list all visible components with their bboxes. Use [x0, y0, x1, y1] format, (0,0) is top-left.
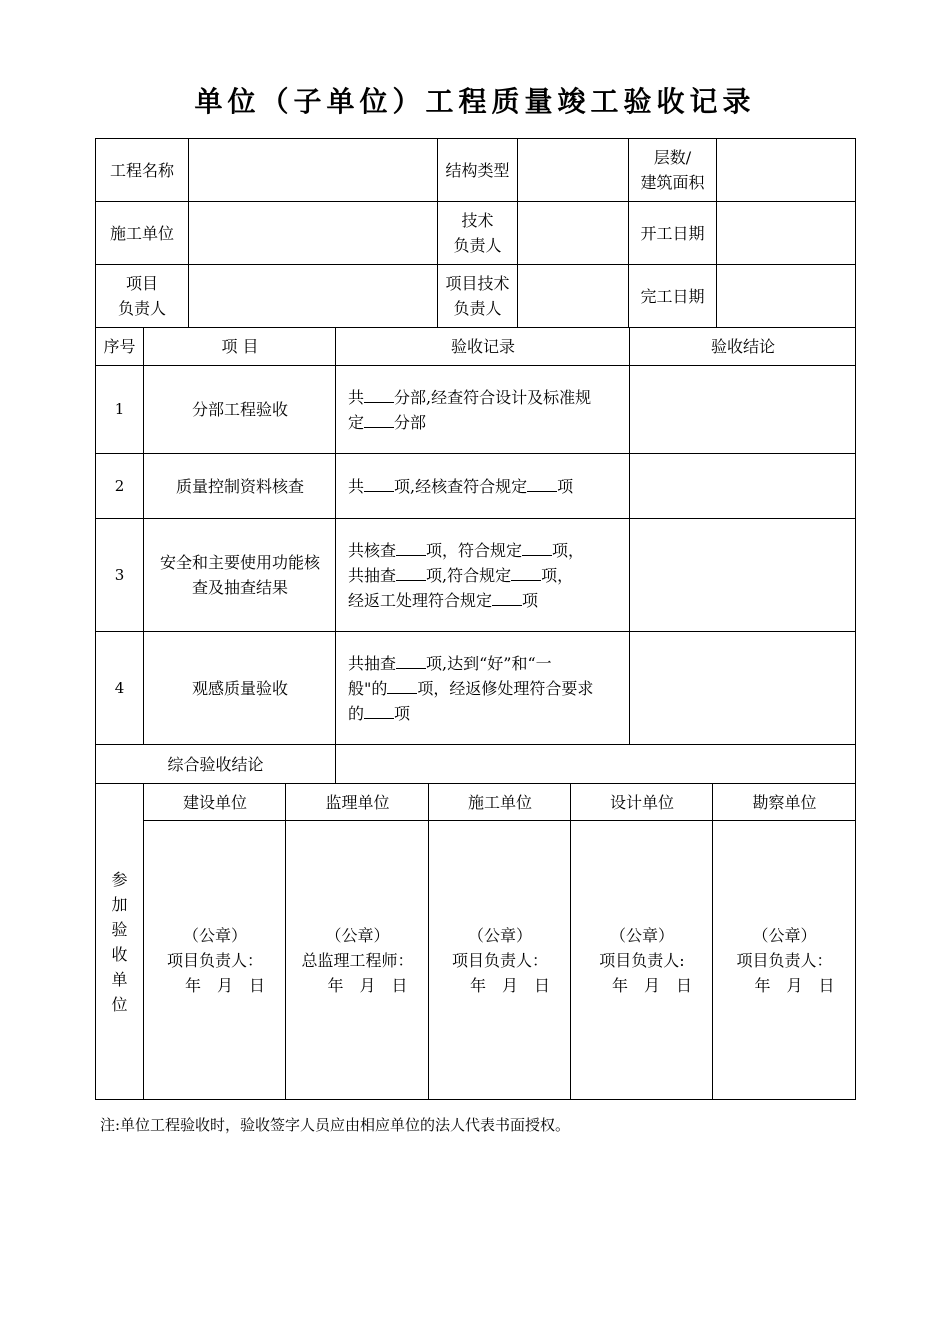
blank-field[interactable]: [396, 539, 426, 556]
signature-cell-supervisor[interactable]: （公章） 总监理工程师： 年 月 日: [301, 926, 414, 995]
blank-field[interactable]: [364, 411, 394, 428]
row-3-record: 共核查 项，符合规定 项， 共抽查 项,符合规定 项， 经返工处理符合规定 项: [348, 540, 585, 610]
structure-type-field[interactable]: [518, 138, 628, 202]
signature-cell-contractor[interactable]: （公章） 项目负责人： 年 月 日: [451, 926, 550, 995]
row-4-no: 4: [114, 678, 125, 697]
row-4-record: 共抽查 项,达到“好”和“一 般"的 项，经返修处理符合要求 的 项: [348, 653, 594, 723]
participants-label: 参 加 验 收 单 位: [111, 869, 128, 1014]
header-no: 序号: [103, 337, 136, 356]
project-tech-lead-label: 项目技术 负责人: [445, 274, 510, 318]
row-2-conclusion[interactable]: [630, 453, 856, 519]
blank-field[interactable]: [387, 677, 417, 694]
row-2-record: 共 项,经核查符合规定 项: [348, 476, 574, 496]
signature-cell-surveyor[interactable]: （公章） 项目负责人： 年 月 日: [736, 926, 835, 995]
header-record: 验收记录: [450, 337, 515, 356]
signature-cell-designer[interactable]: （公章） 项目负责人: 年 月 日: [599, 926, 692, 995]
project-lead-field[interactable]: [189, 264, 437, 328]
unit-header-designer: 设计单位: [609, 792, 674, 812]
project-lead-label: 项目 负责人: [117, 274, 166, 318]
header-item: 项 目: [221, 337, 259, 356]
row-1-no: 1: [114, 400, 125, 418]
row-4-item: 观感质量验收: [191, 678, 288, 698]
start-date-field[interactable]: [717, 201, 856, 265]
page-title: 单位（子单位）工程质量竣工验收记录: [194, 85, 756, 118]
tech-lead-label: 技术 负责人: [453, 211, 502, 255]
project-name-field[interactable]: [189, 138, 437, 202]
row-1-item: 分部工程验收: [191, 400, 288, 419]
header-conclusion: 验收结论: [710, 337, 775, 356]
floors-area-field[interactable]: [717, 138, 856, 202]
footnote: 注:单位工程验收时，验收签字人员应由相应单位的法人代表书面授权。: [100, 1116, 571, 1134]
row-3-conclusion[interactable]: [630, 518, 856, 632]
row-4-conclusion[interactable]: [630, 631, 856, 745]
structure-type-label: 结构类型: [445, 160, 510, 180]
blank-field[interactable]: [522, 539, 552, 556]
row-1-conclusion[interactable]: [630, 365, 856, 454]
row-3-no: 3: [114, 565, 125, 584]
construction-unit-field[interactable]: [189, 201, 437, 265]
blank-field[interactable]: [396, 652, 426, 669]
completion-date-field[interactable]: [717, 264, 856, 328]
blank-field[interactable]: [364, 475, 394, 492]
summary-field[interactable]: [336, 744, 856, 784]
construction-unit-label: 施工单位: [109, 223, 174, 243]
floors-area-label: 层数/ 建筑面积: [640, 148, 705, 192]
start-date-label: 开工日期: [640, 223, 705, 243]
project-tech-lead-field[interactable]: [518, 264, 628, 328]
blank-field[interactable]: [527, 475, 557, 492]
row-2-no: 2: [114, 476, 125, 495]
blank-field[interactable]: [511, 564, 541, 581]
tech-lead-field[interactable]: [518, 201, 628, 265]
row-3-item: 安全和主要使用功能核 查及抽查结果: [159, 553, 320, 597]
project-name-label: 工程名称: [109, 160, 174, 180]
row-2-item: 质量控制资料核查: [175, 476, 304, 496]
summary-label: 综合验收结论: [167, 754, 264, 774]
unit-header-contractor: 施工单位: [467, 792, 532, 812]
blank-field[interactable]: [364, 702, 394, 719]
unit-header-supervisor: 监理单位: [325, 792, 390, 812]
row-1-record: 共 分部,经查符合设计及标准规 定 分部: [348, 387, 592, 432]
blank-field[interactable]: [396, 564, 426, 581]
blank-field[interactable]: [492, 589, 522, 606]
completion-date-label: 完工日期: [640, 286, 705, 306]
unit-header-surveyor: 勘察单位: [752, 792, 817, 812]
unit-header-client: 建设单位: [182, 792, 247, 812]
signature-cell-client[interactable]: （公章） 项目负责人： 年 月 日: [166, 926, 265, 995]
blank-field[interactable]: [364, 386, 394, 403]
